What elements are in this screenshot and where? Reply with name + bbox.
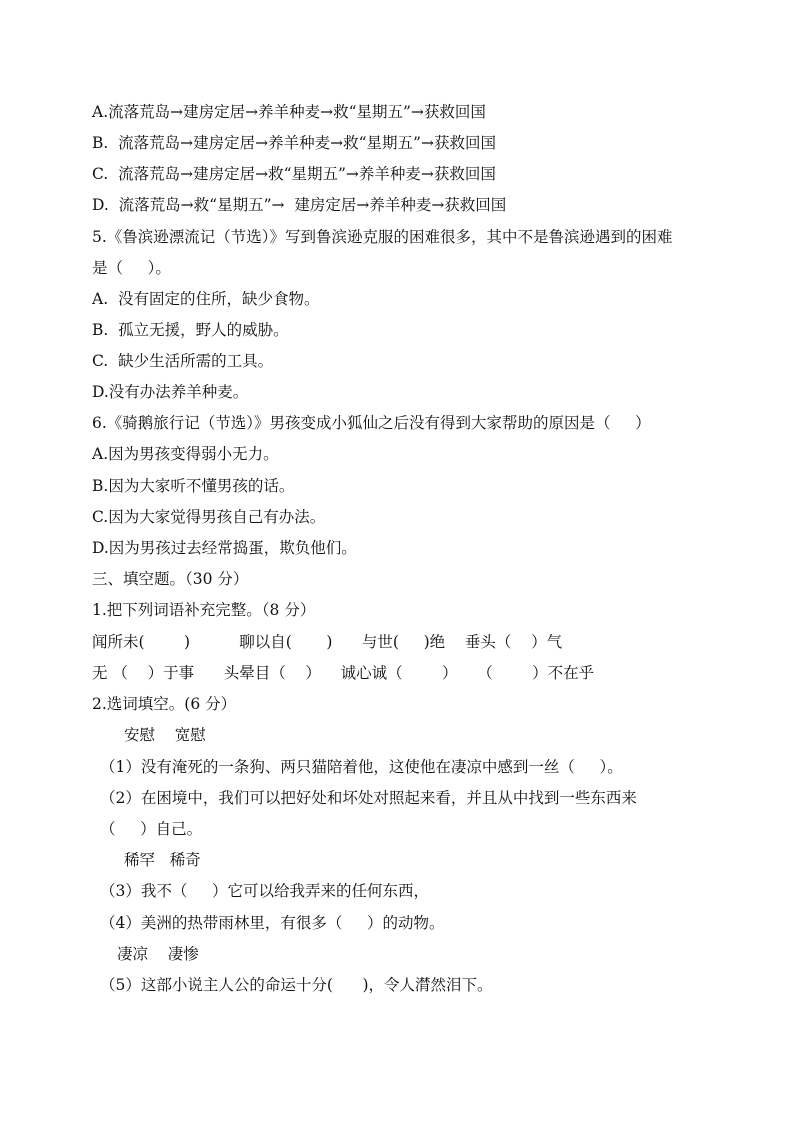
s3-q2-sentence-5: （5）这部小说主人公的命运十分( )，令人潸然泪下。 [100,976,493,994]
s3-q2-sentence-1: （1）没有淹死的一条狗、两只猫陪着他，这使他在凄凉中感到一丝（ ）。 [100,758,623,776]
q6-option-d: D.因为男孩过去经常捣蛋，欺负他们。 [92,539,357,557]
q4-option-a: A.流落荒岛→建房定居→养羊种麦→救“星期五”→获救回国 [92,103,486,121]
q6-option-b: B.因为大家听不懂男孩的话。 [92,477,295,495]
q4-option-d: D. 流落荒岛→救“星期五”→ 建房定居→养羊种麦→获救回国 [92,196,507,214]
q5-option-d: D.没有办法养羊种麦。 [92,383,249,401]
q6-option-c: C.因为大家觉得男孩自己有办法。 [92,508,326,526]
s3-q2-sentence-2-line1: （2）在困境中，我们可以把好处和坏处对照起来看，并且从中找到一些东西来 [100,789,637,807]
s3-q2-sentence-3: （3）我不（ ）它可以给我弄来的任何东西， [100,882,429,900]
s3-q2-sentence-2-line2: （ ）自己。 [100,820,203,838]
q4-option-b: B. 流落荒岛→建房定居→养羊种麦→救“星期五”→获救回国 [92,134,496,152]
word-group-2: 稀罕 稀奇 [124,851,201,869]
q5-option-c: C. 缺少生活所需的工具。 [92,352,274,370]
q5-option-b: B. 孤立无援，野人的威胁。 [92,321,289,339]
word-group-1: 安慰 宽慰 [124,726,206,744]
s3-q1-row2: 无 （ ）于事 头晕目（ ） 诚心诚（ ） （ ）不在乎 [92,664,595,682]
s3-q2-sentence-4: （4）美洲的热带雨林里，有很多（ ）的动物。 [100,914,445,932]
q6-stem: 6.《骑鹅旅行记（节选）》男孩变成小狐仙之后没有得到大家帮助的原因是（ ） [92,414,651,432]
q5-option-a: A. 没有固定的住所，缺少食物。 [92,290,320,308]
s3-q2-title: 2.选词填空。(6 分） [92,695,237,713]
q5-stem-line1: 5.《鲁滨逊漂流记（节选）》写到鲁滨逊克服的困难很多，其中不是鲁滨逊遇到的困难 [92,228,673,246]
word-group-3: 凄凉 凄惨 [117,945,199,963]
section3-title: 三、填空题。（30 分） [92,570,249,588]
s3-q1-title: 1.把下列词语补充完整。（8 分） [92,601,316,619]
q4-option-c: C. 流落荒岛→建房定居→救“星期五”→养羊种麦→获救回国 [92,165,496,183]
q5-stem-line2: 是（ ）。 [92,259,171,277]
s3-q1-row1: 闻所未( ) 聊以自( ) 与世( )绝 垂头（ ）气 [92,633,563,651]
q6-option-a: A.因为男孩变得弱小无力。 [92,445,279,463]
